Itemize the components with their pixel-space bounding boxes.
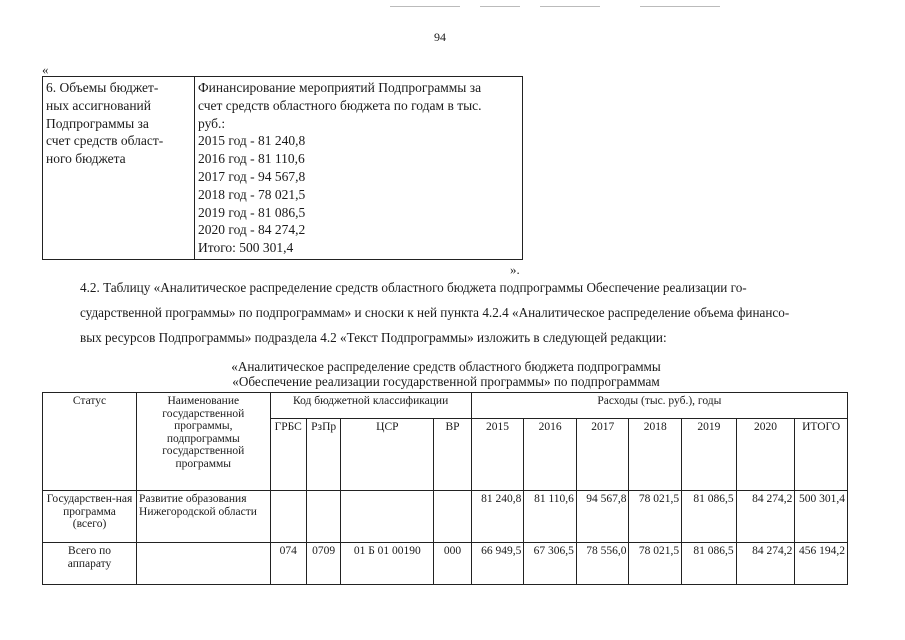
funding-line: 2015 год - 81 240,8 — [198, 133, 306, 149]
header-rzpr: РзПр — [306, 419, 340, 491]
header-budget-code: Код бюджетной классификации — [270, 393, 471, 419]
funding-line: 2019 год - 81 086,5 — [198, 204, 306, 220]
header-year: 2018 — [629, 419, 682, 491]
cell-value: 78 556,0 — [576, 543, 629, 585]
header-year: 2015 — [471, 419, 524, 491]
cell-value: 67 306,5 — [524, 543, 577, 585]
cell-vr — [434, 491, 471, 543]
header-total: ИТОГО — [795, 419, 848, 491]
header-year: 2017 — [576, 419, 629, 491]
passport-label-line: 6. Объемы бюджет- — [46, 80, 159, 95]
passport-table — [42, 76, 523, 260]
paragraph-line: вых ресурсов Подпрограммы» подраздела 4.2 «Текст Подпрограммы» изложить в следующей редакции: — [80, 330, 667, 345]
header-vr: ВР — [434, 419, 471, 491]
cell-name — [137, 543, 270, 585]
cell-value: 78 021,5 — [629, 491, 682, 543]
table-header-row — [43, 393, 848, 419]
top-line — [640, 6, 720, 7]
table-row — [43, 77, 523, 260]
cell-status: Государствен-ная программа (всего) — [43, 491, 137, 543]
header-expenses: Расходы (тыс. руб.), годы — [471, 393, 847, 419]
funding-line: 2018 год - 78 021,5 — [198, 186, 306, 202]
cell-grbs — [270, 491, 306, 543]
cell-rzpr — [306, 491, 340, 543]
table-title-line-1: «Аналитическое распределение средств областного бюджета подпрограммы — [231, 359, 661, 374]
cell-value: 78 021,5 — [629, 543, 682, 585]
funding-line: Итого: 500 301,4 — [198, 240, 294, 256]
quote-close: ». — [510, 262, 520, 277]
cell-value: 84 274,2 — [736, 543, 795, 585]
passport-value-cell — [195, 77, 523, 260]
funding-line: Финансирование мероприятий Подпрограммы за — [198, 80, 482, 95]
funding-line: счет средств областного бюджета по годам в тыс. — [198, 97, 482, 113]
passport-label-line: Подпрограммы за — [46, 115, 149, 131]
passport-label-line: ных ассигнований — [46, 97, 151, 113]
cell-csr: 01 Б 01 00190 — [341, 543, 434, 585]
header-year: 2019 — [682, 419, 737, 491]
cell-status: Всего по аппарату — [43, 543, 137, 585]
funding-line: 2020 год - 84 274,2 — [198, 222, 306, 238]
quote-open: « — [42, 62, 49, 77]
page-number: 94 — [434, 30, 446, 44]
paragraph-line: сударственной программы» по подпрограммам» и сноски к ней пункта 4.2.4 «Аналитическое распределение объема финансо- — [80, 305, 790, 320]
cell-value: 81 086,5 — [682, 543, 737, 585]
funding-line: руб.: — [198, 115, 226, 131]
header-csr: ЦСР — [341, 419, 434, 491]
table-title-line-2: «Обеспечение реализации государственной программы» по подпрограммам — [232, 374, 660, 389]
cell-name: Развитие образования Нижегородской области — [137, 491, 270, 543]
funding-line: 2017 год - 94 567,8 — [198, 168, 306, 184]
cell-value: 94 567,8 — [576, 491, 629, 543]
cell-value: 81 086,5 — [682, 491, 737, 543]
header-name: Наименование государственной программы, подпрограммы государственной программы — [137, 393, 270, 491]
amendment-paragraph — [42, 275, 850, 350]
header-year: 2020 — [736, 419, 795, 491]
passport-label-cell — [43, 77, 195, 260]
top-line — [480, 6, 520, 7]
header-year: 2016 — [524, 419, 577, 491]
table-row — [43, 491, 848, 543]
cell-value: 81 240,8 — [471, 491, 524, 543]
cell-value: 66 949,5 — [471, 543, 524, 585]
top-line — [540, 6, 600, 7]
cell-total: 456 194,2 — [795, 543, 848, 585]
header-grbs: ГРБС — [270, 419, 306, 491]
header-status: Статус — [43, 393, 137, 491]
cell-csr — [341, 491, 434, 543]
cell-vr: 000 — [434, 543, 471, 585]
paragraph-line: 4.2. Таблицу «Аналитическое распределение средств областного бюджета подпрограммы Обеспечение реализации го- — [80, 280, 747, 295]
cell-rzpr: 0709 — [306, 543, 340, 585]
cell-total: 500 301,4 — [795, 491, 848, 543]
cell-grbs: 074 — [270, 543, 306, 585]
passport-label-line: ного бюджета — [46, 151, 126, 167]
table-row — [43, 543, 848, 585]
cell-value: 81 110,6 — [524, 491, 577, 543]
top-line — [390, 6, 460, 7]
distribution-table — [42, 392, 848, 585]
passport-label-line: счет средств област- — [46, 133, 164, 149]
cell-value: 84 274,2 — [736, 491, 795, 543]
funding-line: 2016 год - 81 110,6 — [198, 151, 305, 167]
